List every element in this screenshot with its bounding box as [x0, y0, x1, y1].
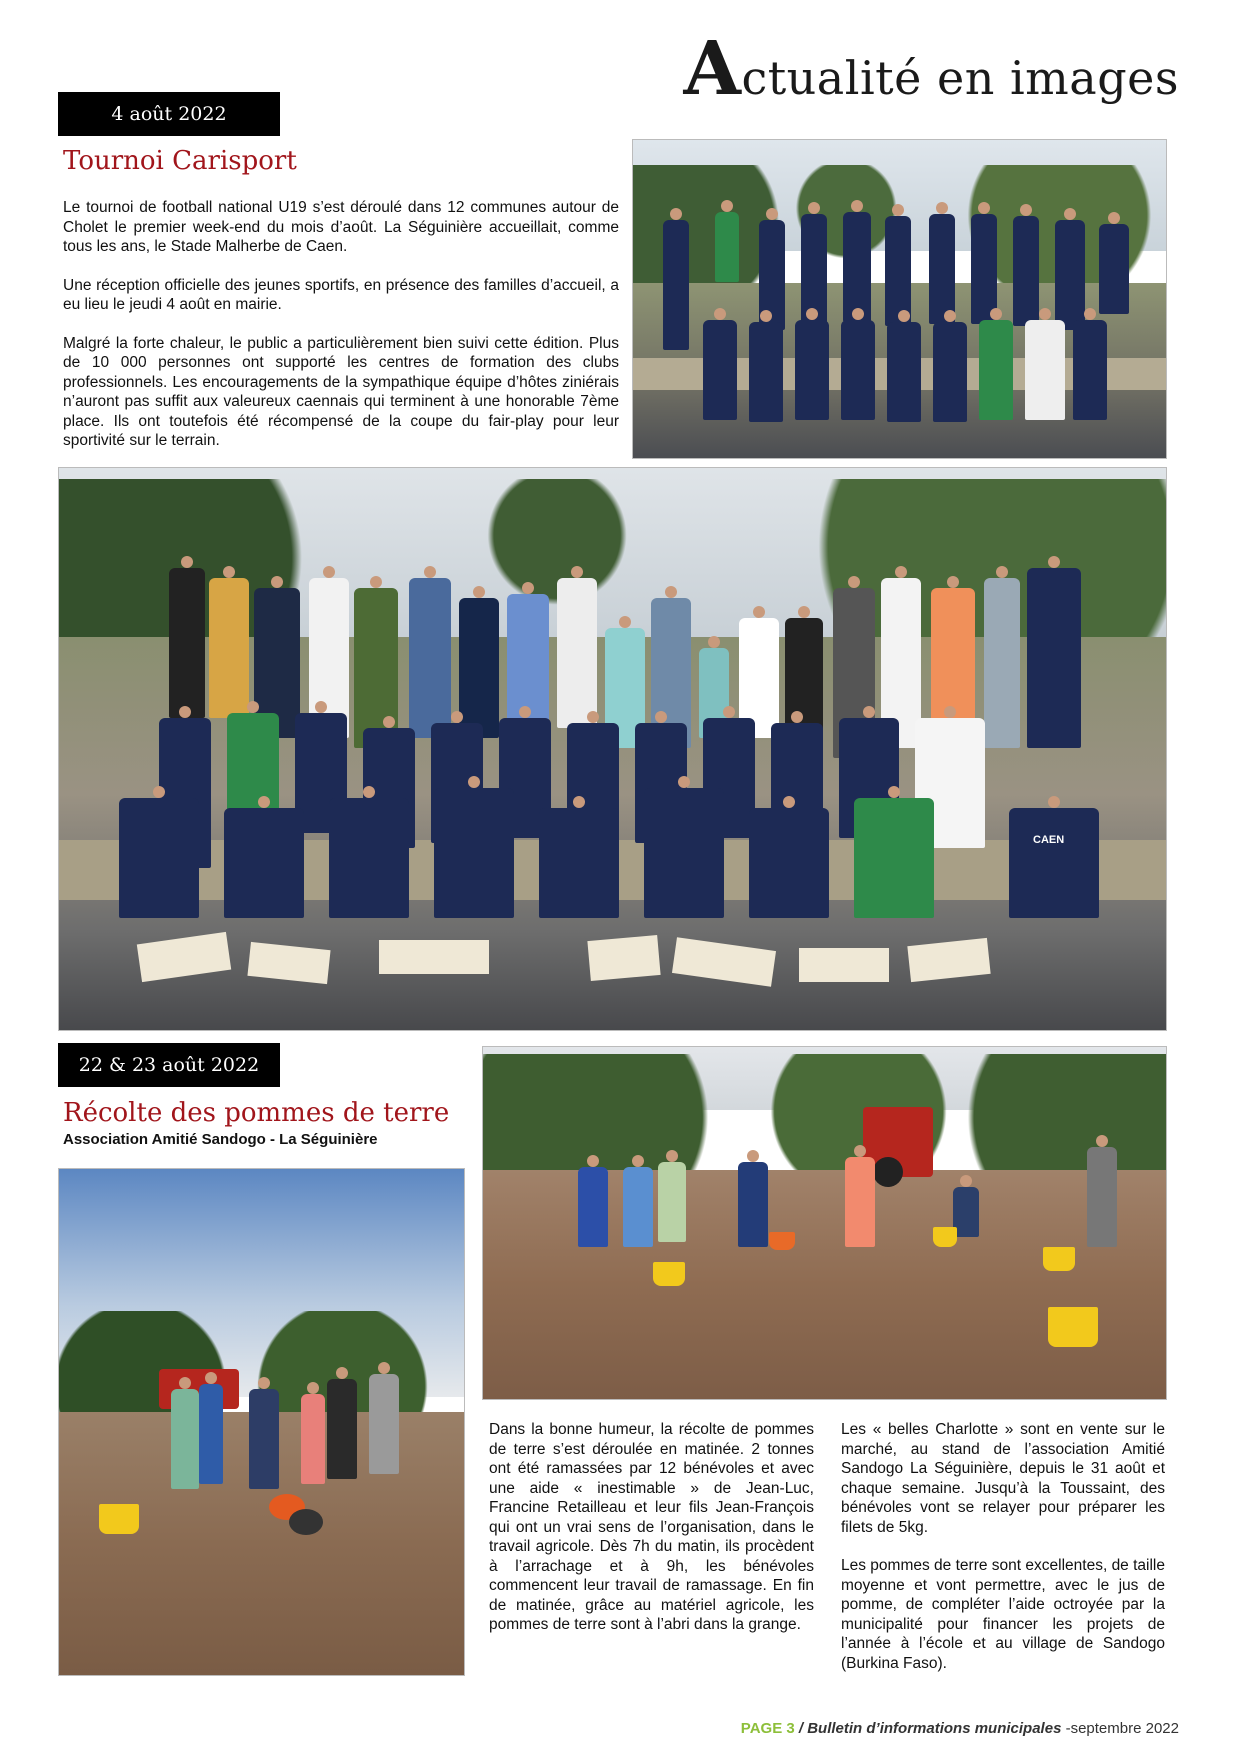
page-title: [683, 26, 1179, 112]
article-tournoi: [63, 198, 619, 470]
page-title-rest: ctualité en images: [741, 51, 1179, 105]
page-title-initial: A: [683, 26, 742, 112]
article-recolte-col2: [841, 1420, 1165, 1692]
page-number: PAGE 3: [740, 1720, 795, 1737]
date-banner-recolte: 22 & 23 août 2022: [58, 1043, 280, 1087]
jersey-caen-label: CAEN: [1033, 834, 1065, 846]
bulletin-date: -septembre 2022: [1061, 1720, 1179, 1737]
photo-field-harvest: [482, 1046, 1167, 1400]
paragraph: Le tournoi de football national U19 s’est déroulé dans 12 communes autour de Cholet le premier week-end du mois d’août. La Séguinière accueillait, comme tous les ans, le Stade Malherbe de Caen.: [63, 199, 619, 255]
bulletin-name: Bulletin d’informations municipales: [807, 1720, 1062, 1737]
date-banner-tournoi: 4 août 2022: [58, 92, 280, 136]
section-subtitle-association: Association Amitié Sandogo - La Séguinière: [63, 1131, 378, 1148]
section-title-tournoi: Tournoi Carisport: [63, 146, 297, 176]
paragraph: Malgré la forte chaleur, le public a particulièrement bien suivi cette édition. Plus de 10 000 personnes ont supporté les centres de formation des clubs professionnels. Les encouragements de la sympathique équipe d’hôtes ziniérais n’auront pas suffit aux valeureux caennais qui terminent à une honorable 7ème place. Ils ont toutefois été récompensé de la coupe du fair-play pour leur sportivité sur le terrain.: [63, 334, 619, 449]
paragraph: Les pommes de terre sont excellentes, de taille moyenne et vont permettre, avec le jus de pomme, de compléter l’aide octroyée par la municipalité pour financer les projets de l’année à l’école et au village de Sandogo (Burkina Faso).: [841, 1557, 1165, 1672]
photo-field-volunteers: [58, 1168, 465, 1676]
article-recolte-col1: [489, 1420, 814, 1654]
photo-group-reception: [58, 467, 1167, 1031]
footer-separator: /: [794, 1720, 808, 1737]
photo-team-caen: [632, 139, 1167, 459]
paragraph: Une réception officielle des jeunes sportifs, en présence des familles d’accueil, a eu lieu le jeudi 4 août en mairie.: [63, 276, 619, 313]
paragraph: Les « belles Charlotte » sont en vente sur le marché, au stand de l’association Amitié Sandogo La Séguinière, depuis le 31 août et chaque semaine. Jusqu’à la Toussaint, des bénévoles vont se relayer pour préparer les filets de 5kg.: [841, 1421, 1165, 1536]
section-title-recolte: Récolte des pommes de terre: [63, 1098, 450, 1128]
page-footer: [741, 1720, 1179, 1737]
paragraph: Dans la bonne humeur, la récolte de pommes de terre s’est déroulée en matinée. 2 tonnes ont été ramassées par 12 bénévoles et avec une aide « inestimable » de Jean-Luc, Francine Retailleau et leur fils Jean-François qui ont un vrai sens de l’organisation, dans le travail agricole. Dès 7h du matin, ils procèdent à l’arrachage et à 9h, les bénévoles commencent leur travail de ramassage. En fin de matinée, grâce au matériel agricole, les pommes de terre sont à l’abri dans la grange.: [489, 1421, 814, 1633]
